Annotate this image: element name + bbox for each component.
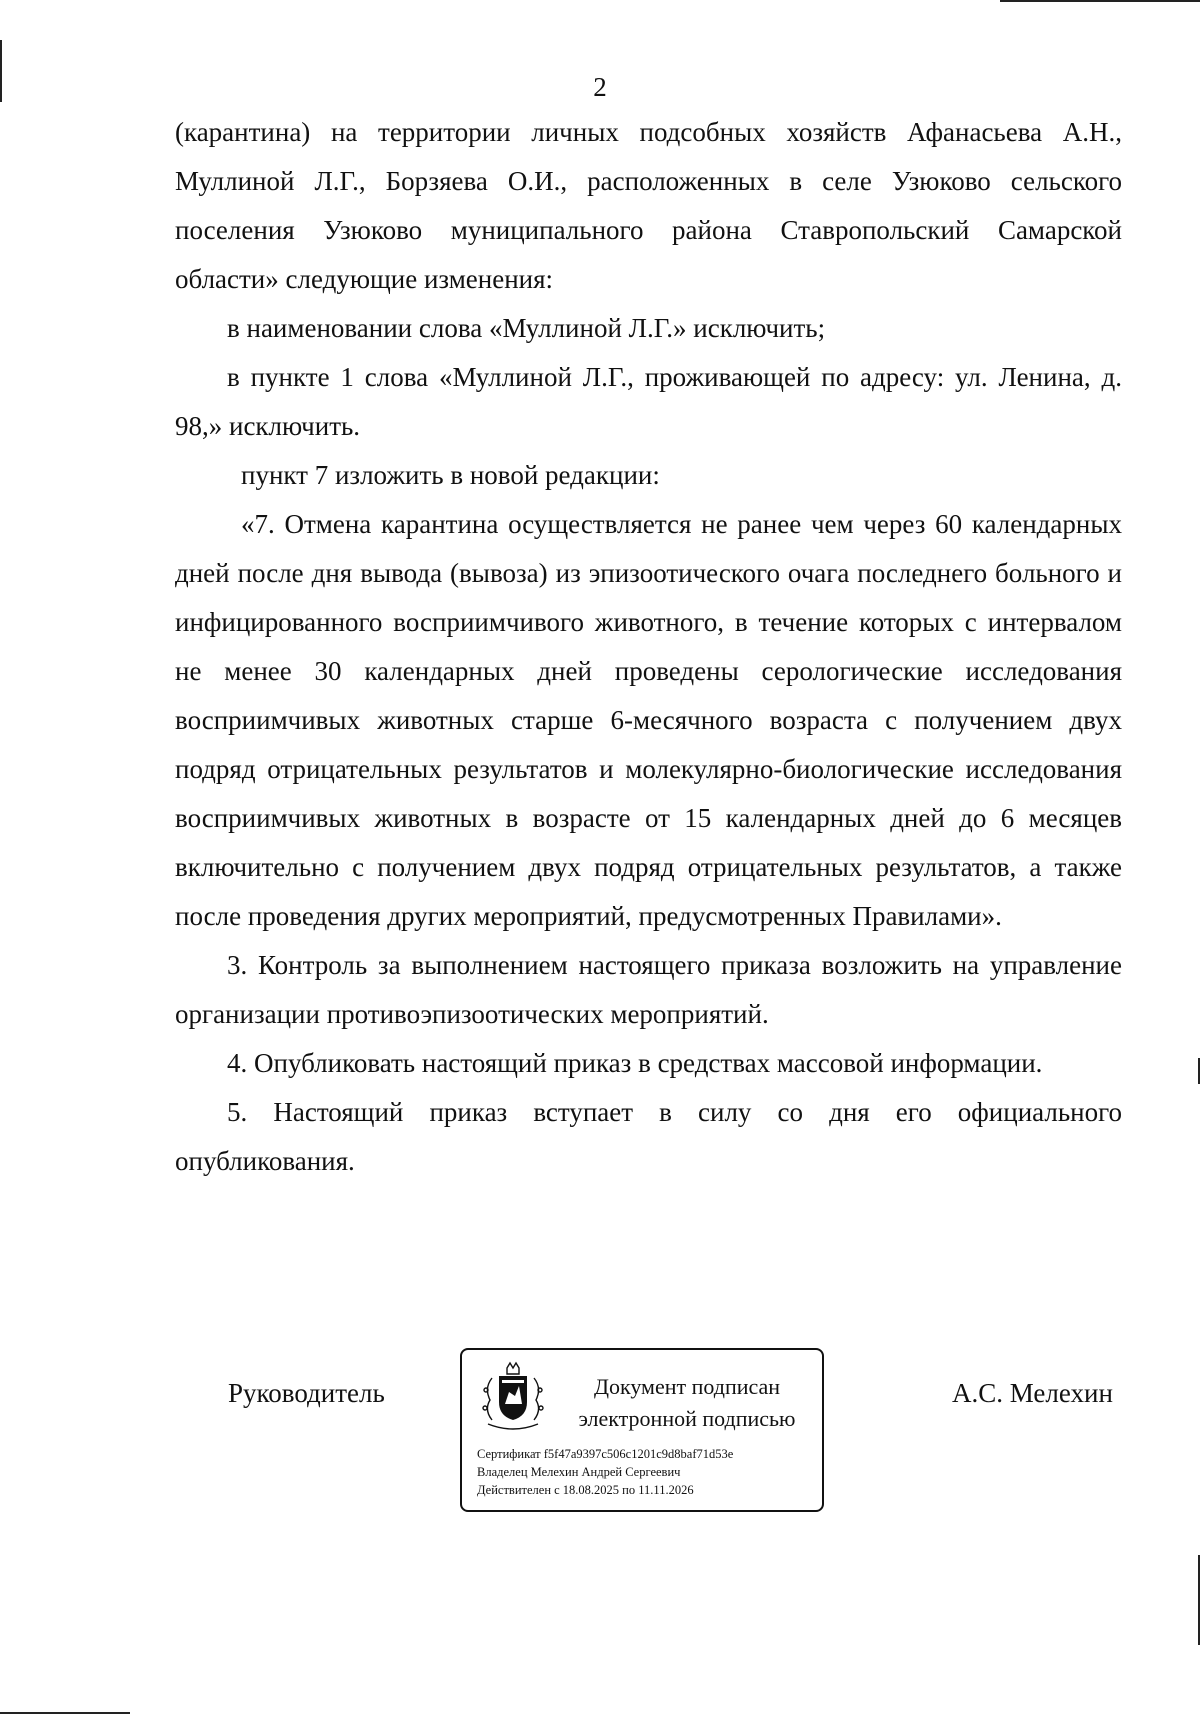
- paragraph-item-4: 4. Опубликовать настоящий приказ в средствах массовой информации.: [227, 1048, 1043, 1078]
- signer-name: А.С. Мелехин: [952, 1378, 1113, 1408]
- scan-edge-mark: [1000, 0, 1200, 2]
- paragraph-point1-change: в пункте 1 слова «Муллиной Л.Г., проживающей по адресу: ул. Ленина, д. 98,» исключить.: [175, 362, 1122, 441]
- stamp-certificate: Сертификат f5f47a9397c506c1201c9d8baf71d53e: [477, 1447, 734, 1461]
- stamp-heading-line2: электронной подписью: [578, 1406, 796, 1431]
- paragraph-title-change: в наименовании слова «Муллиной Л.Г.» исключить;: [227, 313, 826, 343]
- coat-of-arms-icon: [480, 1360, 546, 1436]
- page-number: 2: [593, 72, 607, 102]
- stamp-heading-line1: Документ подписан: [593, 1374, 781, 1399]
- electronic-signature-stamp: [460, 1348, 824, 1512]
- stamp-details: [477, 1445, 817, 1499]
- stamp-owner: Владелец Мелехин Андрей Сергеевич: [477, 1465, 681, 1479]
- paragraph-point7-text: «7. Отмена карантина осуществляется не ранее чем через 60 календарных дней после дня вывода (вывоза) из эпизоотического очага последнего больного и инфицированного восприимчивого животного, в течение которых с интервалом не менее 30 календарных дней проведены серологические исследования восприимчивых животных старше 6-месячного возраста с получением двух подряд отрицательных результатов и молекулярно-биологические исследования восприимчивых животных в возрасте от 15 календарных дней до 6 месяцев включительно с получением двух подряд отрицательных результатов, а также после проведения других мероприятий, предусмотренных Правилами».: [175, 509, 1122, 931]
- signer-position: Руководитель: [228, 1378, 385, 1408]
- paragraph-point7-intro: пункт 7 изложить в новой редакции:: [241, 460, 660, 490]
- stamp-validity: Действителен с 18.08.2025 по 11.11.2026: [477, 1483, 694, 1497]
- paragraph-item-3: 3. Контроль за выполнением настоящего приказа возложить на управление организации противоэпизоотических мероприятий.: [175, 950, 1122, 1029]
- document-body: [175, 108, 1122, 1186]
- paragraph-item-5: 5. Настоящий приказ вступает в силу со дня его официального опубликования.: [175, 1097, 1122, 1176]
- paragraph-amendment-intro: (карантина) на территории личных подсобных хозяйств Афанасьева А.Н., Муллиной Л.Г., Борзяева О.И., расположенных в селе Узюково сельского поселения Узюково муниципального района Ставропольский Самарской области» следующие изменения:: [175, 117, 1122, 294]
- scan-edge-mark: [0, 1712, 130, 1714]
